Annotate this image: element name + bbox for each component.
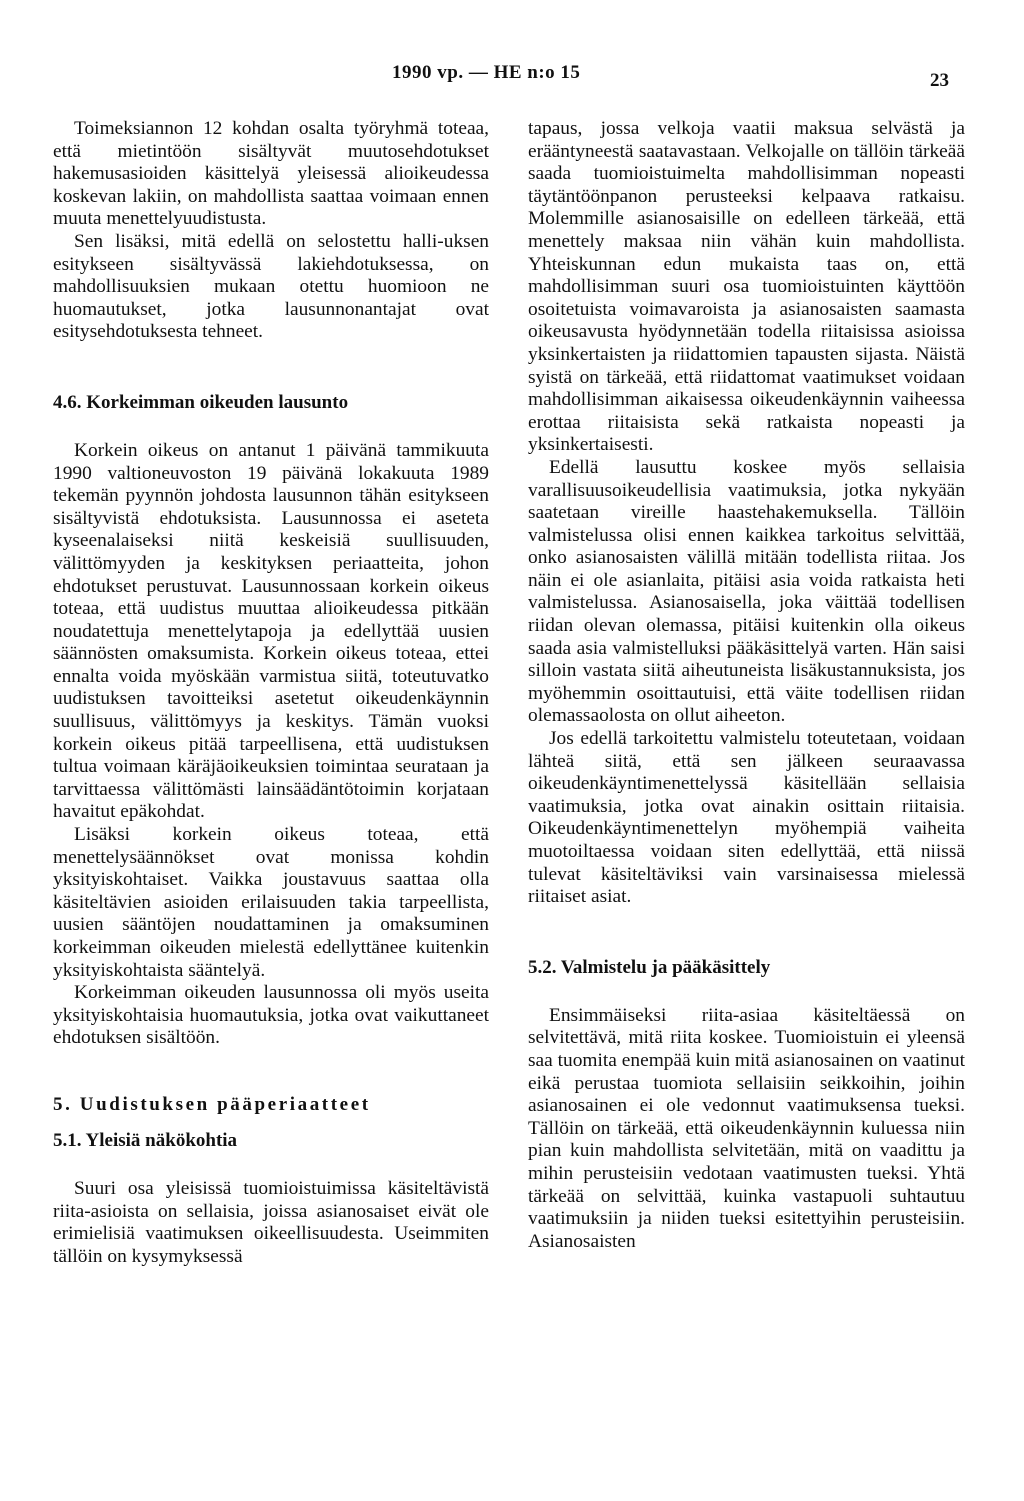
section-heading-5-2: 5.2. Valmistelu ja pääkäsittely <box>528 956 771 978</box>
paragraph: Jos edellä tarkoitettu valmistelu toteutetaan, voidaan lähteä siitä, että sen jälkeen seuraavassa oikeudenkäyntimenettelyssä käsitellään sellaisia vaatimuksia, jotka ovat ainakin osittain riitaisia. Oikeudenkäyntimenettelyn myöhempiä vaiheita muotoiltaessa voidaan siten edellyttää, että niissä tulevat käsiteltäviksi vain varsinaisessa mielessä riitaiset asiat. <box>528 728 965 908</box>
section-heading-4-6: 4.6. Korkeimman oikeuden lausunto <box>53 391 349 413</box>
paragraph: Lisäksi korkein oikeus toteaa, että menettelysäännökset ovat monissa kohdin yksityiskohtaiset. Vaikka joustavuus saattaa olla käsiteltävien asioiden erilaisuuden takia tarpeellista, uusien sääntöjen noudattaminen ja omaksuminen korkeimman oikeuden mielestä edellyttänee kuitenkin yksityiskohtaista sääntelyä. <box>53 824 489 981</box>
paragraph: Korkein oikeus on antanut 1 päivänä tammikuuta 1990 valtioneuvoston 19 päivänä lokakuuta 1989 tekemän pyynnön johdosta lausunnon tähän esitykseen sisältyvistä ehdotuksista. Lausunnossa ei aseteta kyseenalaiseksi niitä keskeisiä suullisuuden, välittömyyden ja keskityksen periaatteita, johon ehdotukset perustuvat. Lausunnossaan korkein oikeus toteaa, että uudistus muuttaa alioikeudessa pitkään noudatettuja menettelytapoja ja edellyttää uusien säännösten omaksumista. Korkein oikeus toteaa, ettei ennalta voida myöskään varmistua siitä, toteutuvatko uudistuksen tavoitteiksi asetetut oikeudenkäynnin suullisuus, välittömyys ja keskitys. Tämän vuoksi korkein oikeus pitää tarpeellisena, että uudistuksen tultua voimaan käräjäoikeuksien toimintaa seurataan ja tarvittaessa välittömästi lainsäädäntötoimin korjataan havaitut epäkohdat. <box>53 439 489 823</box>
section-heading-5: 5. Uudistuksen pääperiaatteet <box>53 1093 371 1115</box>
paragraph: Toimeksiannon 12 kohdan osalta työryhmä toteaa, että mietintöön sisältyvät muutosehdotukset hakemusasioiden käsittelyä yleisessä alioikeudessa koskevan lakiin, on mahdollista saattaa voimaan ennen muuta menettelyuudistusta. <box>53 118 489 230</box>
right-column <box>528 118 965 1253</box>
paragraph: Sen lisäksi, mitä edellä on selostettu halli-uksen esitykseen sisältyvässä lakiehdotuksessa, on mahdollisuuksien mukaan otettu huomioon ne huomautukset, jotka lausunnonantajat ovat esitysehdotuksesta tehneet. <box>53 230 489 343</box>
paragraph: Suuri osa yleisissä tuomioistuimissa käsiteltävistä riita-asioista on sellaisia, joissa asianosaiset eivät ole erimielisiä vaatimuksen oikeellisuudesta. Useimmiten tällöin on kysymyksessä <box>53 1177 489 1267</box>
section-heading-5-1: 5.1. Yleisiä näkökohtia <box>53 1129 238 1151</box>
page-number: 23 <box>930 70 949 91</box>
paragraph: tapaus, jossa velkoja vaatii maksua selvästä ja erääntyneestä saatavastaan. Velkojalle on tällöin tärkeää saada tuomioistuimelta mahdollisimman nopeasti täytäntöönpanon perusteeksi kelpaava ratkaisu. Molemmille asianosaisille on edelleen tärkeää, että menettely maksaa niin vähän kuin mahdollista. Yhteiskunnan edun mukaista taas on, että mahdollisimman suuri osa tuomioistuinten käyttöön osoitetuista voimavaroista ja asianosaisten saamasta oikeusavusta hyödynnetään todella riitaisissa asioissa yksinkertaisten ja riidattomien tapausten sijasta. Näistä syistä on tärkeää, että riidattomat vaatimukset voidaan mahdollisimman aikaisessa oikeudenkäynnin vaiheessa erottaa riitaisista sekä ratkaista nopeasti ja yksinkertaisesti. <box>528 118 965 456</box>
paragraph: Ensimmäiseksi riita-asiaa käsiteltäessä on selvitettävä, mitä riita koskee. Tuomioistuin ei yleensä saa tuomita enempää kuin mitä asianosainen on vaatinut eikä perustaa tuomiota sellaisiin seikkoihin, joihin asianosainen ei ole vedonnut vaatimuksensa tueksi. Tällöin on tärkeää, että oikeudenkäynnin kuluessa niin pian kuin mahdollista selvitetään, mitä on vaadittu ja mihin perusteisiin vedotaan vaatimusten tueksi. Yhtä tärkeää on selvittää, kuinka vastapuoli suhtautuu vaatimuksiin ja niiden tueksi esitettyihin perusteisiin. Asianosaisten <box>528 1004 965 1252</box>
left-column <box>53 118 489 1268</box>
paragraph: Korkeimman oikeuden lausunnossa oli myös useita yksityiskohtaisia huomautuksia, jotka ovat vaikuttaneet ehdotuksen sisältöön. <box>53 982 489 1049</box>
running-head: 1990 vp. — HE n:o 15 <box>392 62 581 83</box>
paragraph: Edellä lausuttu koskee myös sellaisia varallisuusoikeudellisia vaatimuksia, jotka nykyään saatetaan vireille haastehakemuksella. Tällöin valmistelussa olisi ennen kaikkea tarkoitus selvittää, onko asianosaisten välillä mitään todellista riitaa. Jos näin ei ole asianlaita, pitäisi asia voida ratkaista heti valmistelussa. Asianosaisella, joka väittää todellisen riidan olevan olemassa, pitäisi kuitenkin olla oikeus saada asia valmistelluksi pääkäsittelyä varten. Hän saisi silloin vastata siitä aiheutuneista lisäkustannuksista, jos myöhemmin osoittautuisi, että väite todellisen riidan olemassaolosta on ollut aiheeton. <box>528 456 965 727</box>
